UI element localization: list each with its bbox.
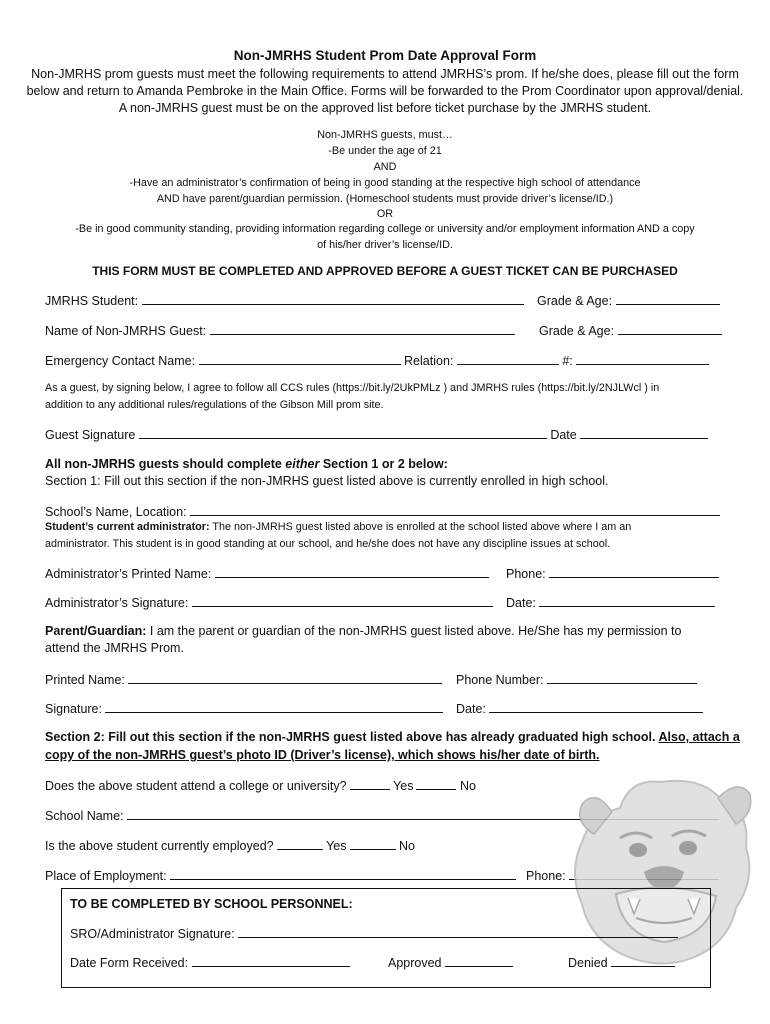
requirement-community: -Be in good community standing, providing information regarding college or university and/or employment information AND a copy: [75, 223, 695, 235]
parent-statement-text: I am the parent or guardian of the non-JMRHS guest listed above. He/She has my permission to: [146, 624, 682, 638]
guest-name-field: [45, 322, 515, 339]
parent-date-input-line[interactable]: [489, 700, 703, 713]
admin-statement-line-2: administrator. This student is in good standing at our school, and he/she does not have any discipline issues at school.: [45, 538, 611, 550]
denied-input-line[interactable]: [611, 954, 675, 967]
grade-age-input-line-2[interactable]: [618, 322, 722, 335]
college-question-label: Does the above student attend a college or university?: [45, 779, 347, 793]
employment-field: [45, 867, 516, 884]
parent-date-field: [456, 700, 703, 717]
requirement-or: OR: [376, 208, 394, 220]
section2-heading-text: Section 2: Fill out this section if the non-JMRHS guest listed above has already graduated high school.: [45, 730, 659, 744]
section2-heading-line-2: copy of the non-JMRHS guest’s photo ID (Driver’s license), which shows his/her date of birth.: [45, 748, 600, 762]
sro-signature-input-line[interactable]: [238, 925, 678, 938]
parent-date-label: Date:: [456, 702, 486, 716]
guest-signature-input-line[interactable]: [139, 426, 547, 439]
date-received-input-line[interactable]: [192, 954, 350, 967]
parent-printed-label: Printed Name:: [45, 673, 125, 687]
employed-yes-input-line[interactable]: [277, 837, 323, 850]
intro-line-3: A non-JMRHS guest must be on the approved list before ticket purchase by the JMRHS student.: [118, 101, 652, 115]
school-location-label: School’s Name, Location:: [45, 505, 187, 519]
school-location-input-line[interactable]: [190, 503, 720, 516]
emergency-input-line[interactable]: [199, 352, 401, 365]
college-yes-label: Yes: [393, 779, 414, 793]
grade-age-label-2: Grade & Age:: [539, 324, 615, 338]
completion-notice: THIS FORM MUST BE COMPLETED AND APPROVED BEFORE A GUEST TICKET CAN BE PURCHASED: [92, 264, 678, 278]
college-question: [45, 777, 476, 794]
emergency-label: Emergency Contact Name:: [45, 354, 196, 368]
contact-number-label: #:: [562, 354, 573, 368]
parent-signature-input-line[interactable]: [105, 700, 443, 713]
college-no-input-line[interactable]: [416, 777, 456, 790]
admin-signature-field: [45, 594, 493, 611]
employed-question: [45, 837, 415, 854]
section2-heading-line-1: [45, 729, 740, 745]
parent-signature-label: Signature:: [45, 702, 102, 716]
relation-input-line[interactable]: [457, 352, 559, 365]
admin-date-label: Date:: [506, 596, 536, 610]
parent-statement-line-2: attend the JMRHS Prom.: [45, 641, 184, 655]
guest-name-label: Name of Non-JMRHS Guest:: [45, 324, 207, 338]
guest-signature-label: Guest Signature: [45, 428, 136, 442]
admin-name-input-line[interactable]: [215, 565, 489, 578]
parent-phone-field: [456, 671, 697, 688]
emergency-field: [45, 352, 709, 369]
sections-instruction-pre: All non-JMRHS guests should complete: [45, 457, 286, 471]
admin-statement-text: The non-JMRHS guest listed above is enrolled at the school listed above where I am an: [209, 521, 632, 533]
admin-name-field: [45, 565, 489, 582]
approved-field: [388, 954, 513, 971]
parent-statement-label: Parent/Guardian:: [45, 624, 147, 638]
employed-question-label: Is the above student currently employed?: [45, 839, 274, 853]
college-no-label: No: [459, 779, 476, 793]
employed-yes-label: Yes: [326, 839, 347, 853]
parent-signature-field: [45, 700, 443, 717]
requirement-license: of his/her driver’s license/ID.: [317, 239, 453, 251]
admin-statement-line-1: [45, 520, 631, 534]
agreement-line-1: As a guest, by signing below, I agree to follow all CCS rules (https://bit.ly/2UkPMLz ) and JMRHS rules (https://bit.ly/2NJLWcl ) in: [45, 382, 660, 394]
admin-signature-input-line[interactable]: [192, 594, 493, 607]
sections-instruction-post: Section 1 or 2 below:: [319, 457, 448, 471]
admin-name-label: Administrator’s Printed Name:: [45, 567, 212, 581]
school-name-label: School Name:: [45, 809, 124, 823]
grade-age-field-1: [537, 292, 720, 309]
approved-label: Approved: [388, 956, 442, 970]
guest-date-label: Date: [550, 428, 577, 442]
section1-heading: Section 1: Fill out this section if the non-JMRHS guest listed above is currently enrolled in high school.: [45, 474, 609, 488]
admin-date-input-line[interactable]: [539, 594, 715, 607]
parent-printed-input-line[interactable]: [128, 671, 442, 684]
requirement-age: -Be under the age of 21: [328, 145, 442, 157]
employed-no-label: No: [398, 839, 415, 853]
date-received-field: [70, 954, 350, 971]
contact-number-input-line[interactable]: [576, 352, 709, 365]
admin-phone-label: Phone:: [506, 567, 546, 581]
sro-signature-label: SRO/Administrator Signature:: [70, 927, 235, 941]
relation-label: Relation:: [404, 354, 454, 368]
agreement-line-2: addition to any additional rules/regulations of the Gibson Mill prom site.: [45, 399, 384, 411]
employment-label: Place of Employment:: [45, 869, 167, 883]
employment-input-line[interactable]: [170, 867, 516, 880]
student-label: JMRHS Student:: [45, 294, 139, 308]
admin-phone-field: [506, 565, 719, 582]
parent-phone-label: Phone Number:: [456, 673, 544, 687]
admin-phone-input-line[interactable]: [549, 565, 719, 578]
intro-line-2: below and return to Amanda Pembroke in the Main Office. Forms will be forwarded to the Prom Coordinator upon approval/denial.: [26, 84, 744, 98]
denied-field: [568, 954, 675, 971]
sections-instruction: [45, 456, 448, 472]
date-received-label: Date Form Received:: [70, 956, 189, 970]
grade-age-field-2: [539, 322, 722, 339]
admin-signature-label: Administrator’s Signature:: [45, 596, 189, 610]
student-input-line[interactable]: [142, 292, 524, 305]
grade-age-label-1: Grade & Age:: [537, 294, 613, 308]
parent-phone-input-line[interactable]: [547, 671, 697, 684]
guest-date-input-line[interactable]: [580, 426, 708, 439]
intro-line-1: Non-JMRHS prom guests must meet the following requirements to attend JMRHS’s prom. If he/she does, please fill out the form: [31, 67, 739, 81]
requirement-and: AND: [373, 161, 397, 173]
sro-signature-field: [70, 925, 678, 942]
admin-statement-label: Student’s current administrator:: [45, 521, 210, 533]
employment-phone-label: Phone:: [526, 869, 566, 883]
approved-input-line[interactable]: [445, 954, 513, 967]
form-title: Non-JMRHS Student Prom Date Approval Form: [233, 48, 537, 63]
requirement-parent: AND have parent/guardian permission. (Homeschool students must provide driver’s license/ID.): [156, 193, 614, 205]
section2-attach-note: Also, attach a: [658, 730, 740, 744]
denied-label: Denied: [568, 956, 608, 970]
employed-no-input-line[interactable]: [350, 837, 396, 850]
grade-age-input-line-1[interactable]: [616, 292, 720, 305]
admin-date-field: [506, 594, 715, 611]
guest-signature-field: [45, 426, 708, 443]
personnel-heading: TO BE COMPLETED BY SCHOOL PERSONNEL:: [70, 897, 353, 911]
school-location-field: [45, 503, 720, 520]
college-yes-input-line[interactable]: [350, 777, 390, 790]
parent-printed-field: [45, 671, 442, 688]
sections-instruction-either: either: [285, 457, 320, 471]
requirements-heading: Non-JMRHS guests, must…: [317, 129, 453, 141]
requirement-admin: -Have an administrator’s confirmation of being in good standing at the respective high school of attendance: [129, 177, 641, 189]
student-field: [45, 292, 524, 309]
guest-name-input-line[interactable]: [210, 322, 515, 335]
parent-statement-line-1: [45, 623, 681, 639]
